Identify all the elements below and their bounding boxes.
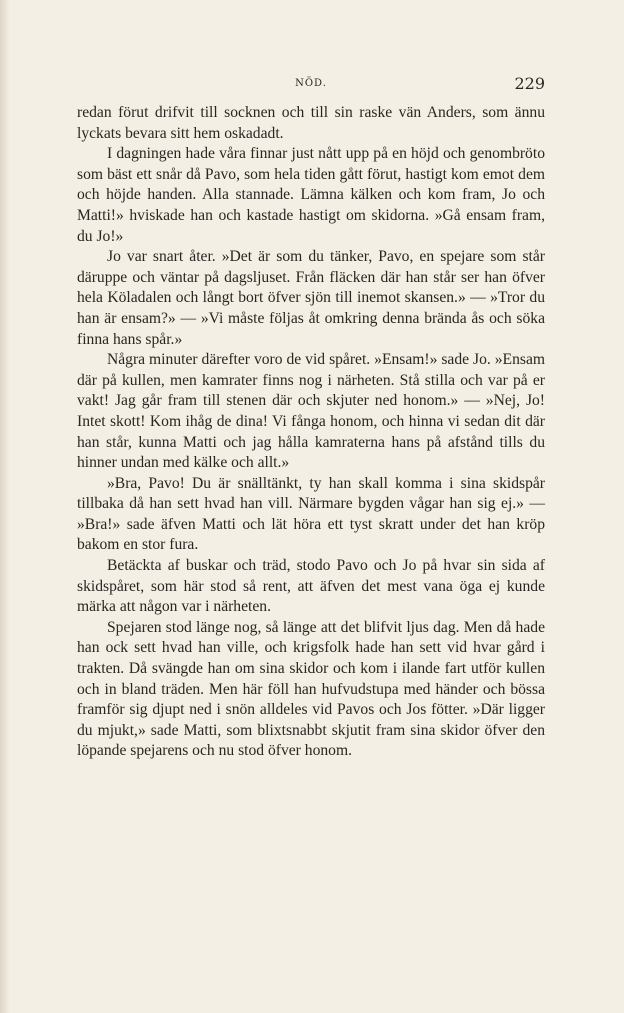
paragraph: »Bra, Pavo! Du är snälltänkt, ty han skall komma i sina skidspår tillbaka då han sett hvad han vill. Närmare bygden vågar han sig ej.» — »Bra!» sade äfven Matti och lät höra ett tyst skratt under det han kröp bakom en stor fura. xyxy=(77,474,545,554)
page-header xyxy=(77,74,545,96)
paragraph: Betäckta af buskar och träd, stodo Pavo och Jo på hvar sin sida af skidspåret, som här stod så rent, att äfven det mest vana öga ej kunde märka att någon var i närheten. xyxy=(77,557,545,616)
page-number: 229 xyxy=(514,74,545,93)
running-title: NÖD. xyxy=(295,78,327,89)
page-edge xyxy=(0,0,10,1013)
paragraph: redan förut drifvit till socknen och till sin raske vän Anders, som ännu lyckats bevara sitt hem oskadadt. xyxy=(77,104,545,142)
paragraph: Spejaren stod länge nog, så länge att det blifvit ljus dag. Men då hade han ock sett hvad han ville, och krigsfolk hade han sett vid hvar gård i trakten. Då svängde han om sina skidor och kom i ilande fart utför kullen och in bland träden. Men här föll han hufvudstupa med händer och bössa framför sig djupt ned i snön alldeles vid Pavos och Jos fötter. »Där ligger du mjukt,» sade Matti, som blixtsnabbt skjutit fram sina skidor öfver den löpande spejarens och nu stod öfver honom. xyxy=(77,618,545,760)
paragraph: Jo var snart åter. »Det är som du tänker, Pavo, en spejare som står däruppe och väntar på dagsljuset. Från fläcken där han står ser han öfver hela Köladalen och långt bort öfver sjön till inemot skansen.» — »Tror du han är ensam?» — »Vi måste följas åt omkring denna brända ås och söka finna hans spår.» xyxy=(77,248,545,348)
paragraph: Några minuter därefter voro de vid spåret. »Ensam!» sade Jo. »Ensam där på kullen, men kamrater finns nog i närheten. Stå stilla och var på er vakt! Jag går fram till stenen där och skjuter ned honom.» — »Nej, Jo! Intet skott! Kom ihåg de dina! Vi fånga honom, och hinna vi sedan dit där han står, kunna Matti och jag hålla kamraterna hans på afstånd tills du hinner undan med kälke och allt.» xyxy=(77,351,545,472)
paragraph: I dagningen hade våra finnar just nått upp på en höjd och genombröto som bäst ett snår då Pavo, som hela tiden gått förut, hastigt kom emot dem och höjde handen. Alla stannade. Lämna kälken och kom fram, Jo och Matti!» hviskade han och kastade hastigt om skidorna. »Gå ensam fram, du Jo!» xyxy=(77,145,545,245)
body-text xyxy=(77,103,545,762)
